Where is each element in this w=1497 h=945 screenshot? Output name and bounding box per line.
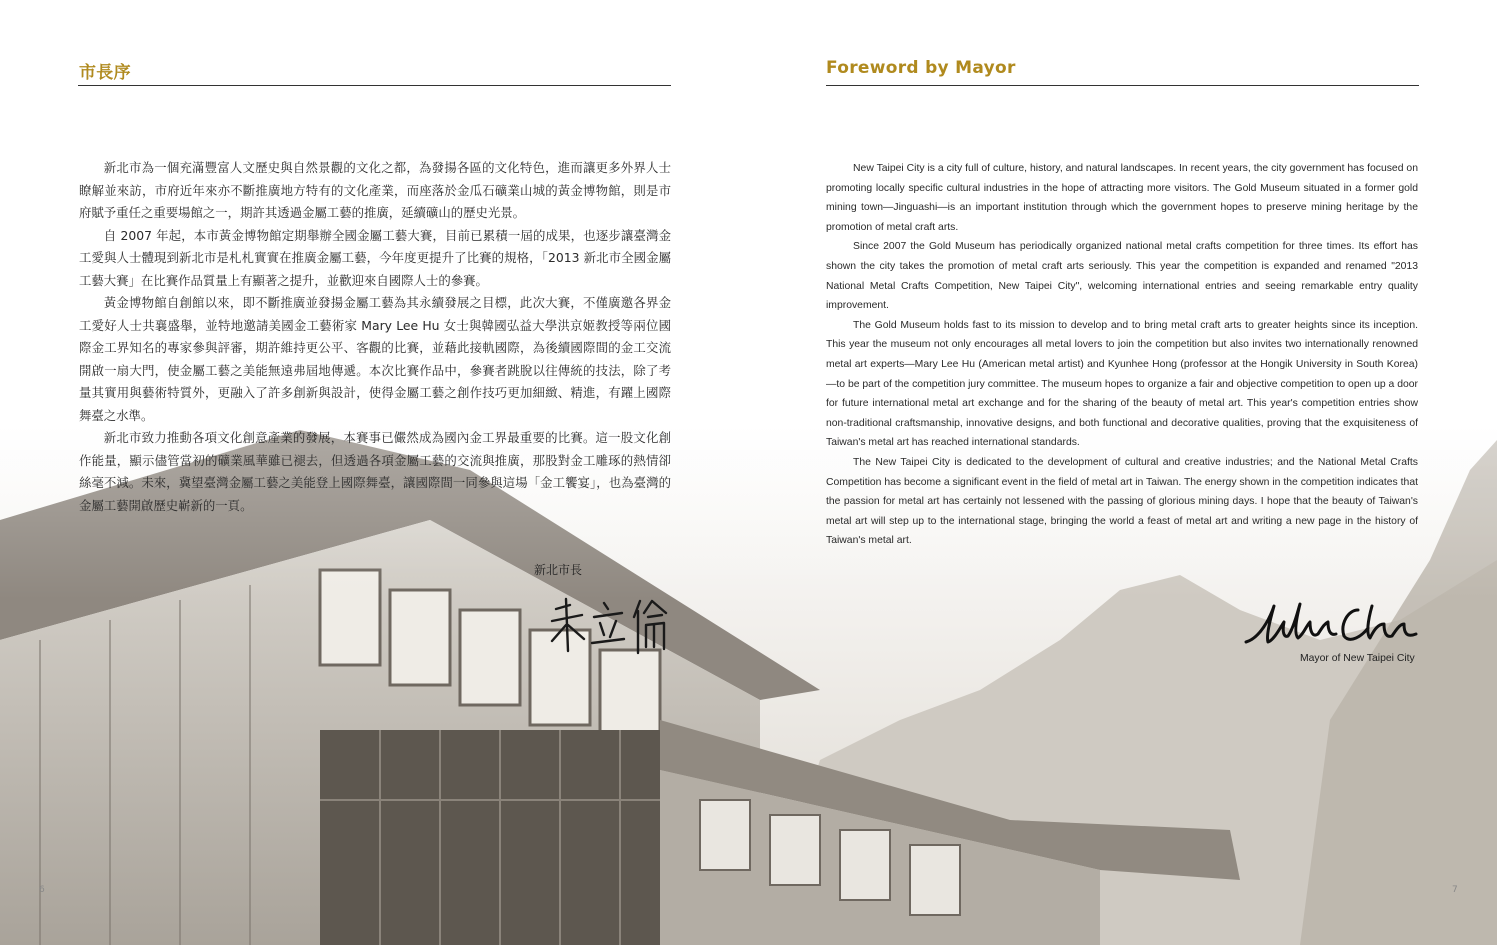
page-number-left: 6	[39, 885, 45, 895]
foreword-body-en	[826, 159, 1418, 551]
paragraph: 自 2007 年起，本市黃金博物館定期舉辦全國金屬工藝大賽，目前已累積一屆的成果，也逐步讓臺灣金工愛與人士體現到新北市是札札實實在推廣金屬工藝，今年度更提升了比賽的規格，「2013 新北市全國金屬工藝大賽」在比賽作品質量上有顯著之提升，並歡迎來自國際人士的參賽。	[79, 227, 671, 288]
paragraph: 新北市致力推動各項文化創意產業的發展，本賽事已儼然成為國內金工界最重要的比賽。這一股文化創作能量，顯示儘管當初的礦業風華雖已褪去，但透過各項金屬工藝的交流與推廣，那股對金工雕琢的熱情卻絲毫不減。未來，冀望臺灣金屬工藝之美能登上國際舞臺，讓國際間一同參與這場「金工饗宴」，也為臺灣的金屬工藝開啟歷史嶄新的一頁。	[79, 430, 671, 513]
paragraph: Since 2007 the Gold Museum has periodically organized national metal crafts competition for three times. Its effort has shown the city takes the promotion of metal craft arts seriously. This year the competition is expanded and renamed "2013 National Metal Crafts Competition, New Taipei City", welcoming international entries and seeing remarkable entry quality improvement.	[826, 241, 1418, 312]
page-number-right: 7	[1452, 885, 1458, 895]
paragraph: 新北市為一個充滿豐富人文歷史與自然景觀的文化之都，為發揚各區的文化特色，進而讓更多外界人士瞭解並來訪，市府近年來亦不斷推廣地方特有的文化產業，而座落於金瓜石礦業山城的黃金博物館，則是市府賦予重任之重要場館之一，期許其透過金屬工藝的推廣，延續礦山的歷史光景。	[79, 160, 671, 220]
signature-zh	[548, 595, 678, 659]
signature-en	[1240, 598, 1422, 650]
foreword-body-zh	[79, 157, 671, 517]
paragraph: New Taipei City is a city full of culture, history, and natural landscapes. In recent years, the city government has focused on promoting locally specific cultural industries in the hope of attracting more visitors. The Gold Museum situated in a former gold mining town—Jinguashi—is an important institution through which the government hopes to preserve mining heritage by the promotion of metal craft arts.	[826, 163, 1418, 233]
page-heading-en: Foreword by Mayor	[826, 58, 1016, 78]
heading-rule-right	[826, 85, 1419, 86]
paragraph: The Gold Museum holds fast to its mission to develop and to bring metal craft arts to greater heights since its inception. This year the museum not only encourages all metal lovers to join the competition but also invites two internationally renowned metal art experts—Mary Lee Hu (American metal artist) and Kyunhee Hong (professor at the Hongik University in South Korea)—to be part of the competition jury committee. The museum hopes to organize a fair and objective competition to open up a door for future international metal art exchange and for the sharing of the beauty of metal art. This year's competition entries show non-traditional craftsmanship, innovative designs, and both functional and decorative qualities, proving that the exquisiteness of Taiwan's metal art has reached international standards.	[826, 319, 1418, 449]
signatory-title-en: Mayor of New Taipei City	[1300, 653, 1415, 664]
signatory-title-zh: 新北市長	[534, 563, 583, 577]
paragraph: 黃金博物館自創館以來，即不斷推廣並發揚金屬工藝為其永續發展之目標，此次大賽，不僅廣邀各界金工愛好人士共襄盛舉，並特地邀請美國金工藝術家 Mary Lee Hu 女士與韓國弘益大學洪京姬教授等兩位國際金工界知名的專家參與評審，期許維持更公平、客觀的比賽，並藉此接軌國際，為後續國際間的金工交流開啟一扇大門，使金屬工藝之美能無遠弗屆地傳遞。本次比賽作品中，參賽者跳脫以往傳統的技法，除了考量其實用與藝術特質外，更融入了許多創新與設計，使得金屬工藝之創作技巧更加細緻、精進，有躍上國際舞臺之水準。	[79, 295, 671, 423]
heading-rule-left	[78, 85, 671, 86]
paragraph: The New Taipei City is dedicated to the development of cultural and creative industries; and the National Metal Crafts Competition has become a significant event in the field of metal art in Taiwan. The energy shown in the competition indicates that the passion for metal art has certainly not lessened with the passing of glorious mining days. I hope that the beauty of Taiwan's metal art will step up to the international stage, bringing the world a feast of metal art and writing a new page in the history of Taiwan's metal art.	[826, 456, 1418, 547]
page-heading-zh: 市長序	[79, 63, 131, 83]
